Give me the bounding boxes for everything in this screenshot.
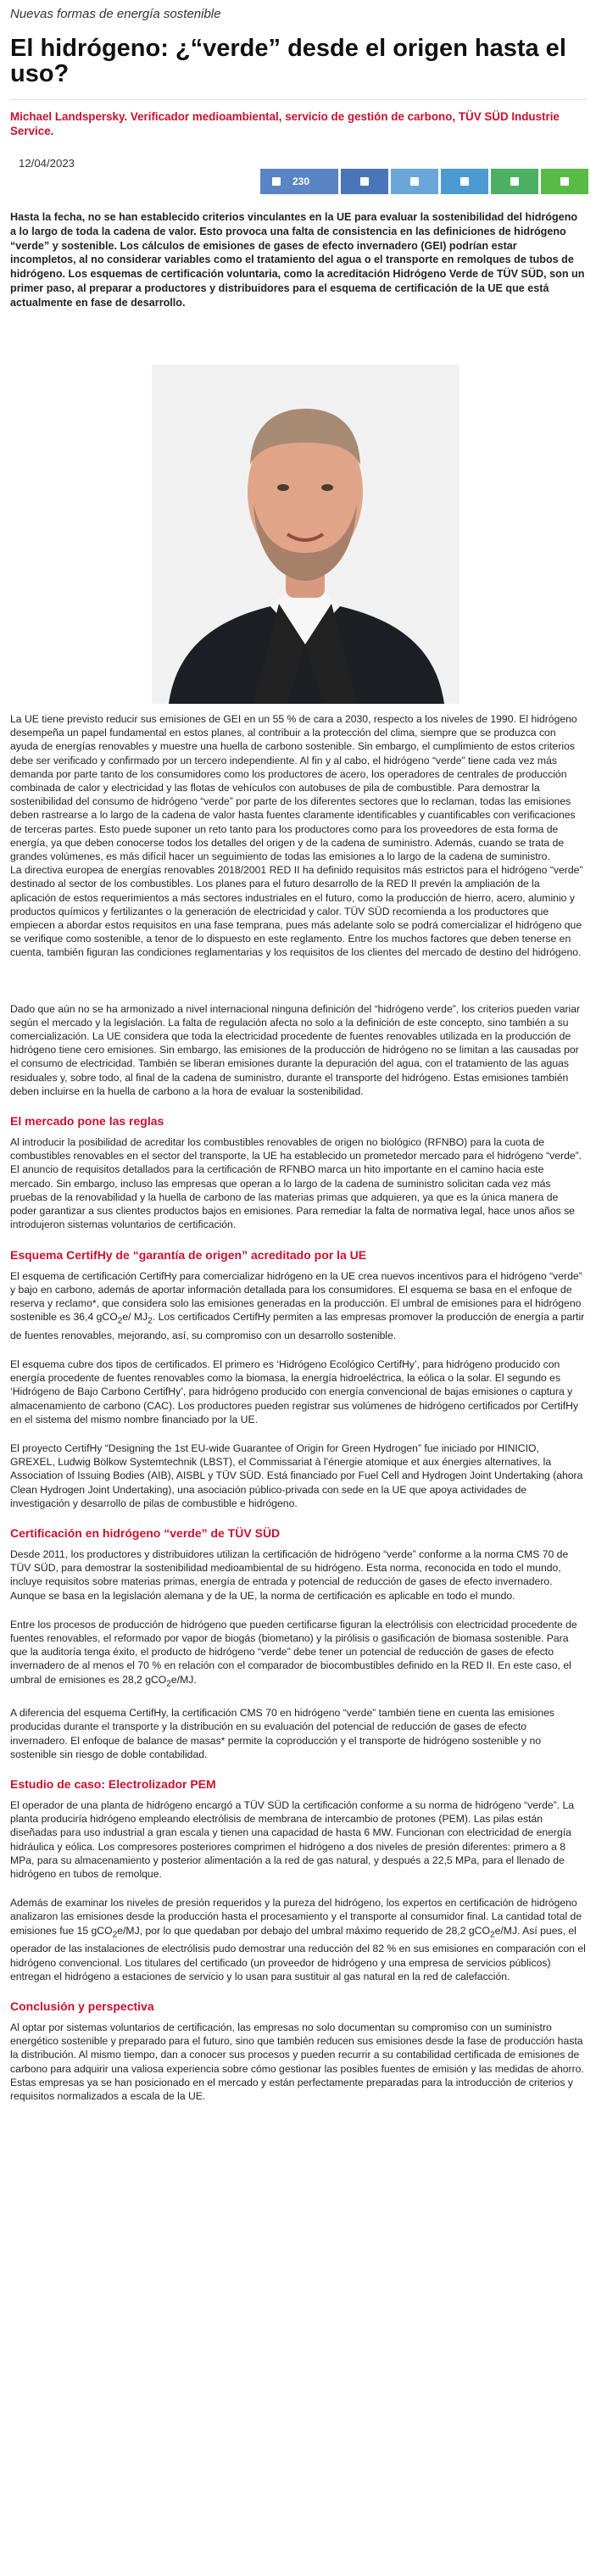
text-run: Entre los procesos de producción de hidrógeno que pueden certificarse figuran la electrólisis con electricidad procedente de fuentes renovables, el reformado por vapor de biogás (biometano) y la pirólisis o gasificación de biomasa sostenible. Para que la auditoría tenga éxito, el producto de hidrógeno “verde” debe tener un potencial de reducción de gases de efecto invernadero de al menos el 70 % en relación con el comparador de biocombustibles definido en la RED II. En este caso, el umbral de emisiones es 28,2 gCO	[10, 1618, 577, 1686]
title-divider	[10, 99, 587, 100]
text-run: e/MJ	[170, 1673, 194, 1686]
section-paragraph: El esquema cubre dos tipos de certificados. El primero es ‘Hidrógeno Ecológico CertifHy’, para hidrógeno producido con energía procedente de fuentes renovables como la biomasa, la energía hidroeléctrica, la eólica o la solar. El segundo es ‘Hidrógeno de Bajo Carbono CertifHy’, para hidrógeno producido con energía convencional de bajas emisiones o captura y almacenamiento de carbono (CAC). Los productores pueden registrar sus volúmenes de hidrógeno certificados por CertifHy en el sistema del mismo nombre financiado por la UE.	[10, 1358, 578, 1425]
text-run: e/ MJ	[122, 1311, 148, 1324]
text-run: . Así pues, el operador de las instalaciones de electrólisis pudo demostrar una reducción del 82 % en sus emisiones en comparación con el hidrógeno convencional. Los titulares del certificado (un proveedor de hidrógeno y una empresa de servicios públicos) entregan el hidrógeno a estaciones de servicio y lo usan para sustituir al gas natural en la red de calefacción.	[10, 1924, 586, 1982]
share-bar	[260, 169, 588, 194]
text-run: .	[193, 1673, 197, 1686]
share-count: 230	[292, 175, 310, 187]
article-kicker: Nuevas formas de energía sostenible	[10, 7, 221, 21]
section-paragraph	[10, 1618, 587, 1691]
section-heading-mercado: El mercado pone las reglas	[10, 1114, 164, 1129]
email-icon	[560, 177, 569, 186]
linkedin-share-button[interactable]	[341, 169, 388, 194]
email-share-button[interactable]	[541, 169, 588, 194]
intro-paragraph: La directiva europea de energías renovables 2018/2001 RED II ha definido requisitos más estrictos para el hidrógeno “verde” destinado al sector de los combustibles. Los planes para el futuro desarrollo de la RED II prevén la ampliación de la aplicación de estos requerimientos a más sectores industriales en el futuro, como la producción de hierro, acero, aluminio y productos químicos y fertilizantes o la generación de electricidad y calor. TÜV SÜD recomienda a los productores que empiecen a abordar estos requisitos en una fase temprana, pues más adelante solo se podrá comercializar el hidrógeno que se verifique como sostenible, a tenor de lo dispuesto en este reglamento. Entre los muchos factores que deben tenerse en cuenta, también figuran las condiciones reglamentarias y los requisitos de los clientes del mercado de destino del hidrógeno.	[10, 864, 583, 959]
section-paragraph: El operador de una planta de hidrógeno encargó a TÜV SÜD la certificación conforme a su norma de hidrógeno “verde”. La planta produciría hidrógeno empleando electrólisis de membrana de intercambio de protones (PEM). Las pilas están diseñadas para uso industrial a gran escala y tienen una capacidad de hasta 6 MW. Funcionan con electricidad de energía hidráulica y eólica. Los compresores posteriores comprimen el hidrógeno a dos niveles de presión diferentes: primero a 8 MPa, para su almacenamiento y posterior alimentación a la red de gas natural, y después a 22,5 MPa, para el llenado de hidrógeno en tubos de remolque.	[10, 1799, 575, 1881]
generic-share-button[interactable]	[441, 169, 488, 194]
whatsapp-share-button[interactable]	[491, 169, 538, 194]
share-icon	[460, 177, 469, 186]
subscript: 2	[166, 1679, 171, 1689]
paragraph-spacer	[10, 975, 587, 1002]
author-photo	[152, 365, 460, 704]
article-body	[10, 712, 587, 2118]
subscript: 2	[489, 1930, 495, 1940]
section-paragraph: El proyecto CertifHy “Designing the 1st EU-wide Guarantee of Origin for Green Hydrogen” fue iniciado por HINICIO, GREXEL, Ludwig Bölkow Systemtechnik (LBST), el Commissariat à l’énergie atomique et aux énergies alternatives, la Association of Issuing Bodies (AIB), AISBL y TÜV SÜD. Está financiado por Fuel Cell and Hydrogen Joint Undertaking (ahora Clean Hydrogen Joint Undertaking), una asociación público-privada con sede en la UE que apoya actividades de investigación y desarrollo de pilas de combustible e hidrógeno.	[10, 1441, 583, 1509]
intro-paragraph: Dado que aún no se ha armonizado a nivel internacional ninguna definición del “hidrógeno verde”, los criterios pueden variar según el mercado y la legislación. La falta de regulación afecta no solo a la definición de este concepto, sino también a su comercialización. La UE considera que toda la electricidad procedente de fuentes renovables utilizada en la producción de hidrógeno tiene cero emisiones. Sin embargo, las emisiones de la producción de hidrógeno no se limitan a las causadas por el consumo de electricidad. También se liberan emisiones durante la depuración del agua, con el tratamiento de las aguas residuales y, sobre todo, al final de la cadena de suministro, durante el transporte del hidrógeno. Estas emisiones también deben incluirse en la huella de carbono a la hora de evaluar la sostenibilidad.	[10, 1002, 581, 1097]
facebook-icon	[272, 177, 281, 186]
author-portrait-illustration	[152, 365, 460, 704]
text-run: e/MJ	[494, 1924, 518, 1937]
text-run: , por lo que quedaban por debajo del umbral máximo requerido de 28,2 gCO	[139, 1924, 490, 1937]
section-paragraph: Al introducir la posibilidad de acreditar los combustibles renovables de origen no biológico (RFNBO) para la cuota de combustibles renovables en el sector del transporte, la UE ha establecido un prometedor mercado para el hidrógeno “verde”. El anuncio de requisitos detallados para la certificación de RFNBO marca un hito importante en el camino hacia este mercado. Sin embargo, incluso las empresas que operan a lo largo de la cadena de suministro solicitan cada vez más pruebas de la renovabilidad y la huella de carbono de las materias primas que adquieren, ya que es la única manera de poder garantizar a sus clientes productos bajos en emisiones. Para remediar la falta de normativa legal, hace unos años se introdujeron sistemas voluntarios de certificación.	[10, 1136, 582, 1231]
linkedin-icon	[360, 177, 369, 186]
section-paragraph: Desde 2011, los productores y distribuidores utilizan la certificación de hidrógeno “verde” conforme a la norma CMS 70 de TÜV SÜD, para demostrar la sostenibilidad medioambiental de su hidrógeno. Esta norma, reconocida en todo el mundo, incluye requisitos sobre materias primas, energía de entrada y potencial de reducción de gases de efecto invernadero. Aunque se basa en la legislación alemana y de la UE, la norma de certificación es aplicable en todo el mundo.	[10, 1547, 569, 1602]
section-paragraph	[10, 1896, 587, 1983]
section-heading-pem: Estudio de caso: Electrolizador PEM	[10, 1777, 216, 1792]
twitter-share-button[interactable]	[391, 169, 438, 194]
article-author: Michael Landspersky. Verificador medioambiental, servicio de gestión de carbono, TÜV SÜD Industrie Service.	[10, 110, 560, 137]
subscript: 2	[112, 1930, 118, 1940]
subscript: 2	[148, 1316, 153, 1326]
facebook-share-button[interactable]	[260, 169, 338, 194]
article-date: 12/04/2023	[19, 157, 75, 170]
article-title: El hidrógeno: ¿“verde” desde el origen hasta el uso?	[10, 35, 566, 87]
article-lead: Hasta la fecha, no se han establecido criterios vinculantes en la UE para evaluar la sostenibilidad del hidrógeno a lo largo de toda la cadena de valor. Esto provoca una falta de consistencia en las definiciones de hidrógeno “verde” y sostenible. Los cálculos de emisiones de gases de efecto invernadero (GEI) podrían estar incompletos, al no considerar variables como el tratamiento del agua o el transporte en remolques de tubos de hidrógeno. Los esquemas de certificación voluntaria, como la acreditación Hidrógeno Verde de TÜV SÜD, son un primer paso, al preparar a productores y distribuidores para el esquema de certificación de la UE que está actualmente en fase de desarrollo.	[10, 211, 585, 309]
text-run: Además de examinar los niveles de presión requeridos y la pureza del hidrógeno, los expertos en certificación de hidrógeno analizaron las emisiones desde la producción hasta el procesamiento y el transporte al consumidor final. La cantidad total de emisiones fue 15 gCO	[10, 1897, 582, 1937]
section-paragraph: Al optar por sistemas voluntarios de certificación, las empresas no solo documentan su compromiso con un suministro energético sostenible y preparado para el futuro, sino que también reducen sus emisiones desde la fase de producción hasta la distribución. Al mismo tiempo, dan a conocer sus procesos y pueden recurrir a su contabilidad certificada de emisiones de carbono para adquirir una valiosa experiencia sobre cómo gestionar las posibles fuentes de emisión y las medidas de ahorro. Estas empresas ya se han posicionado en el mercado y están perfectamente preparadas para la introducción de criterios y requisitos normalizados a escala de la UE.	[10, 2021, 584, 2102]
whatsapp-icon	[510, 177, 519, 186]
intro-paragraph: La UE tiene previsto reducir sus emisiones de GEI en un 55 % de cara a 2030, respecto a los niveles de 1990. El hidrógeno desempeña un papel fundamental en estos planes, al contribuir a la protección del clima, siempre que se produzca con ayuda de energías renovables y muestre una huella de carbono sostenible. Sin embargo, el cumplimiento de estos criterios debe ser verificado y confirmado por un tercero independiente. Al fin y al cabo, el hidrógeno “verde” tiene cada vez más demanda por parte tanto de los consumidores como los productores de acero, los operadores de centrales de producción combinada de calor y electricidad y las flotas de vehículos con autobuses de pila de combustible. Para demostrar la sostenibilidad del consumo de hidrógeno “verde” por parte de los diferentes sectores que lo reclaman, todas las emisiones deben rastrearse a lo largo de la cadena de valor hasta fuentes claramente identificables y cuantificables con verificaciones de terceras partes. Esto puede suponer un reto tanto para los productores como para los proveedores de esta forma de energía, ya que deben conocerse todos los detalles del origen y de la cadena de suministro. Además, cuando se trata de grandes volúmenes, es más difícil hacer un seguimiento de todas las emisiones a lo largo de la cadena de suministro.	[10, 713, 577, 863]
subscript: 2	[117, 1316, 123, 1326]
section-heading-conclusion: Conclusión y perspectiva	[10, 1999, 154, 2013]
twitter-icon	[410, 177, 419, 186]
section-paragraph	[10, 1269, 587, 1342]
section-heading-certifhy: Esquema CertifHy de “garantía de origen” acreditado por la UE	[10, 1247, 367, 1262]
text-run: El esquema de certificación CertifHy para comercializar hidrógeno en la UE crea nuevos incentivos para el hidrógeno “verde” y bajo en carbono, además de aportar información detallada para los consumidores. El esquema se basa en el enfoque de reserva y reclamo*, que considera solo las emisiones generadas en la producción. El umbral de emisiones para el hidrógeno sostenible es 36,4 gCO	[10, 1269, 582, 1324]
section-heading-tuv: Certificación en hidrógeno “verde” de TÜV SÜD	[10, 1525, 281, 1540]
text-run: e/MJ	[117, 1924, 140, 1937]
section-paragraph: A diferencia del esquema CertifHy, la certificación CMS 70 en hidrógeno “verde” también tiene en cuenta las emisiones producidas durante el transporte y la distribución en su evaluación del potencial de reducción de gases de efecto invernadero. El enfoque de balance de masas* permite la coproducción y el transporte de hidrógeno sostenible y no sostenible sin riesgo de doble contabilidad.	[10, 1707, 554, 1760]
text-run: . Los certificados CertifHy permiten a las empresas promover la producción de energía a partir de fuentes renovables, mejorando, así, su compromiso con un desarrollo sostenible.	[10, 1311, 585, 1341]
